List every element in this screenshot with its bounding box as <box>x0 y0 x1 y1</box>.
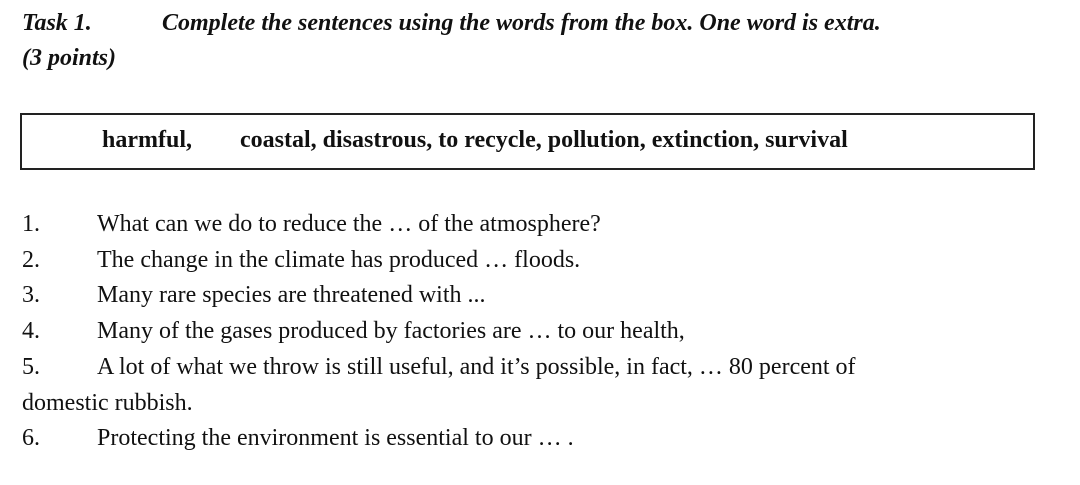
word-box-first-word: harmful, <box>102 127 192 153</box>
word-list <box>102 127 848 154</box>
task-header <box>22 6 881 76</box>
sentence-number: 1. <box>22 211 40 237</box>
sentence-text: The change in the climate has produced … floods. <box>97 246 581 273</box>
task-label: Task 1. <box>22 10 92 36</box>
sentence-text: Many of the gases produced by factories are … to our health, <box>97 318 685 345</box>
sentence-item <box>22 350 1062 386</box>
sentence-number: 5. <box>22 353 40 380</box>
word-box-words: coastal, disastrous, to recycle, pollution, extinction, survival <box>240 127 848 153</box>
sentence-item <box>22 243 1062 279</box>
sentence-text: Many rare species are threatened with ... <box>97 282 486 309</box>
sentence-number: 6. <box>22 425 40 452</box>
sentence-item <box>22 421 1062 457</box>
sentence-continuation: domestic rubbish. <box>22 389 193 416</box>
sentence-number: 4. <box>22 318 40 345</box>
sentence-text: A lot of what we throw is still useful, and it’s possible, in fact, … 80 percent of <box>97 353 856 380</box>
task-points: (3 points) <box>22 45 117 71</box>
word-box <box>20 113 1035 170</box>
sentence-number: 2. <box>22 246 40 273</box>
task-title-line <box>22 6 881 41</box>
sentence-item <box>22 314 1062 350</box>
task-instruction: Complete the sentences using the words from the box. One word is extra. <box>162 10 881 36</box>
sentence-item <box>22 207 1062 243</box>
sentence-number: 3. <box>22 282 40 309</box>
sentence-item <box>22 278 1062 314</box>
sentence-text: Protecting the environment is essential to our … . <box>97 425 574 452</box>
sentence-text: What can we do to reduce the … of the atmosphere? <box>97 211 601 237</box>
sentence-list <box>22 207 1062 457</box>
